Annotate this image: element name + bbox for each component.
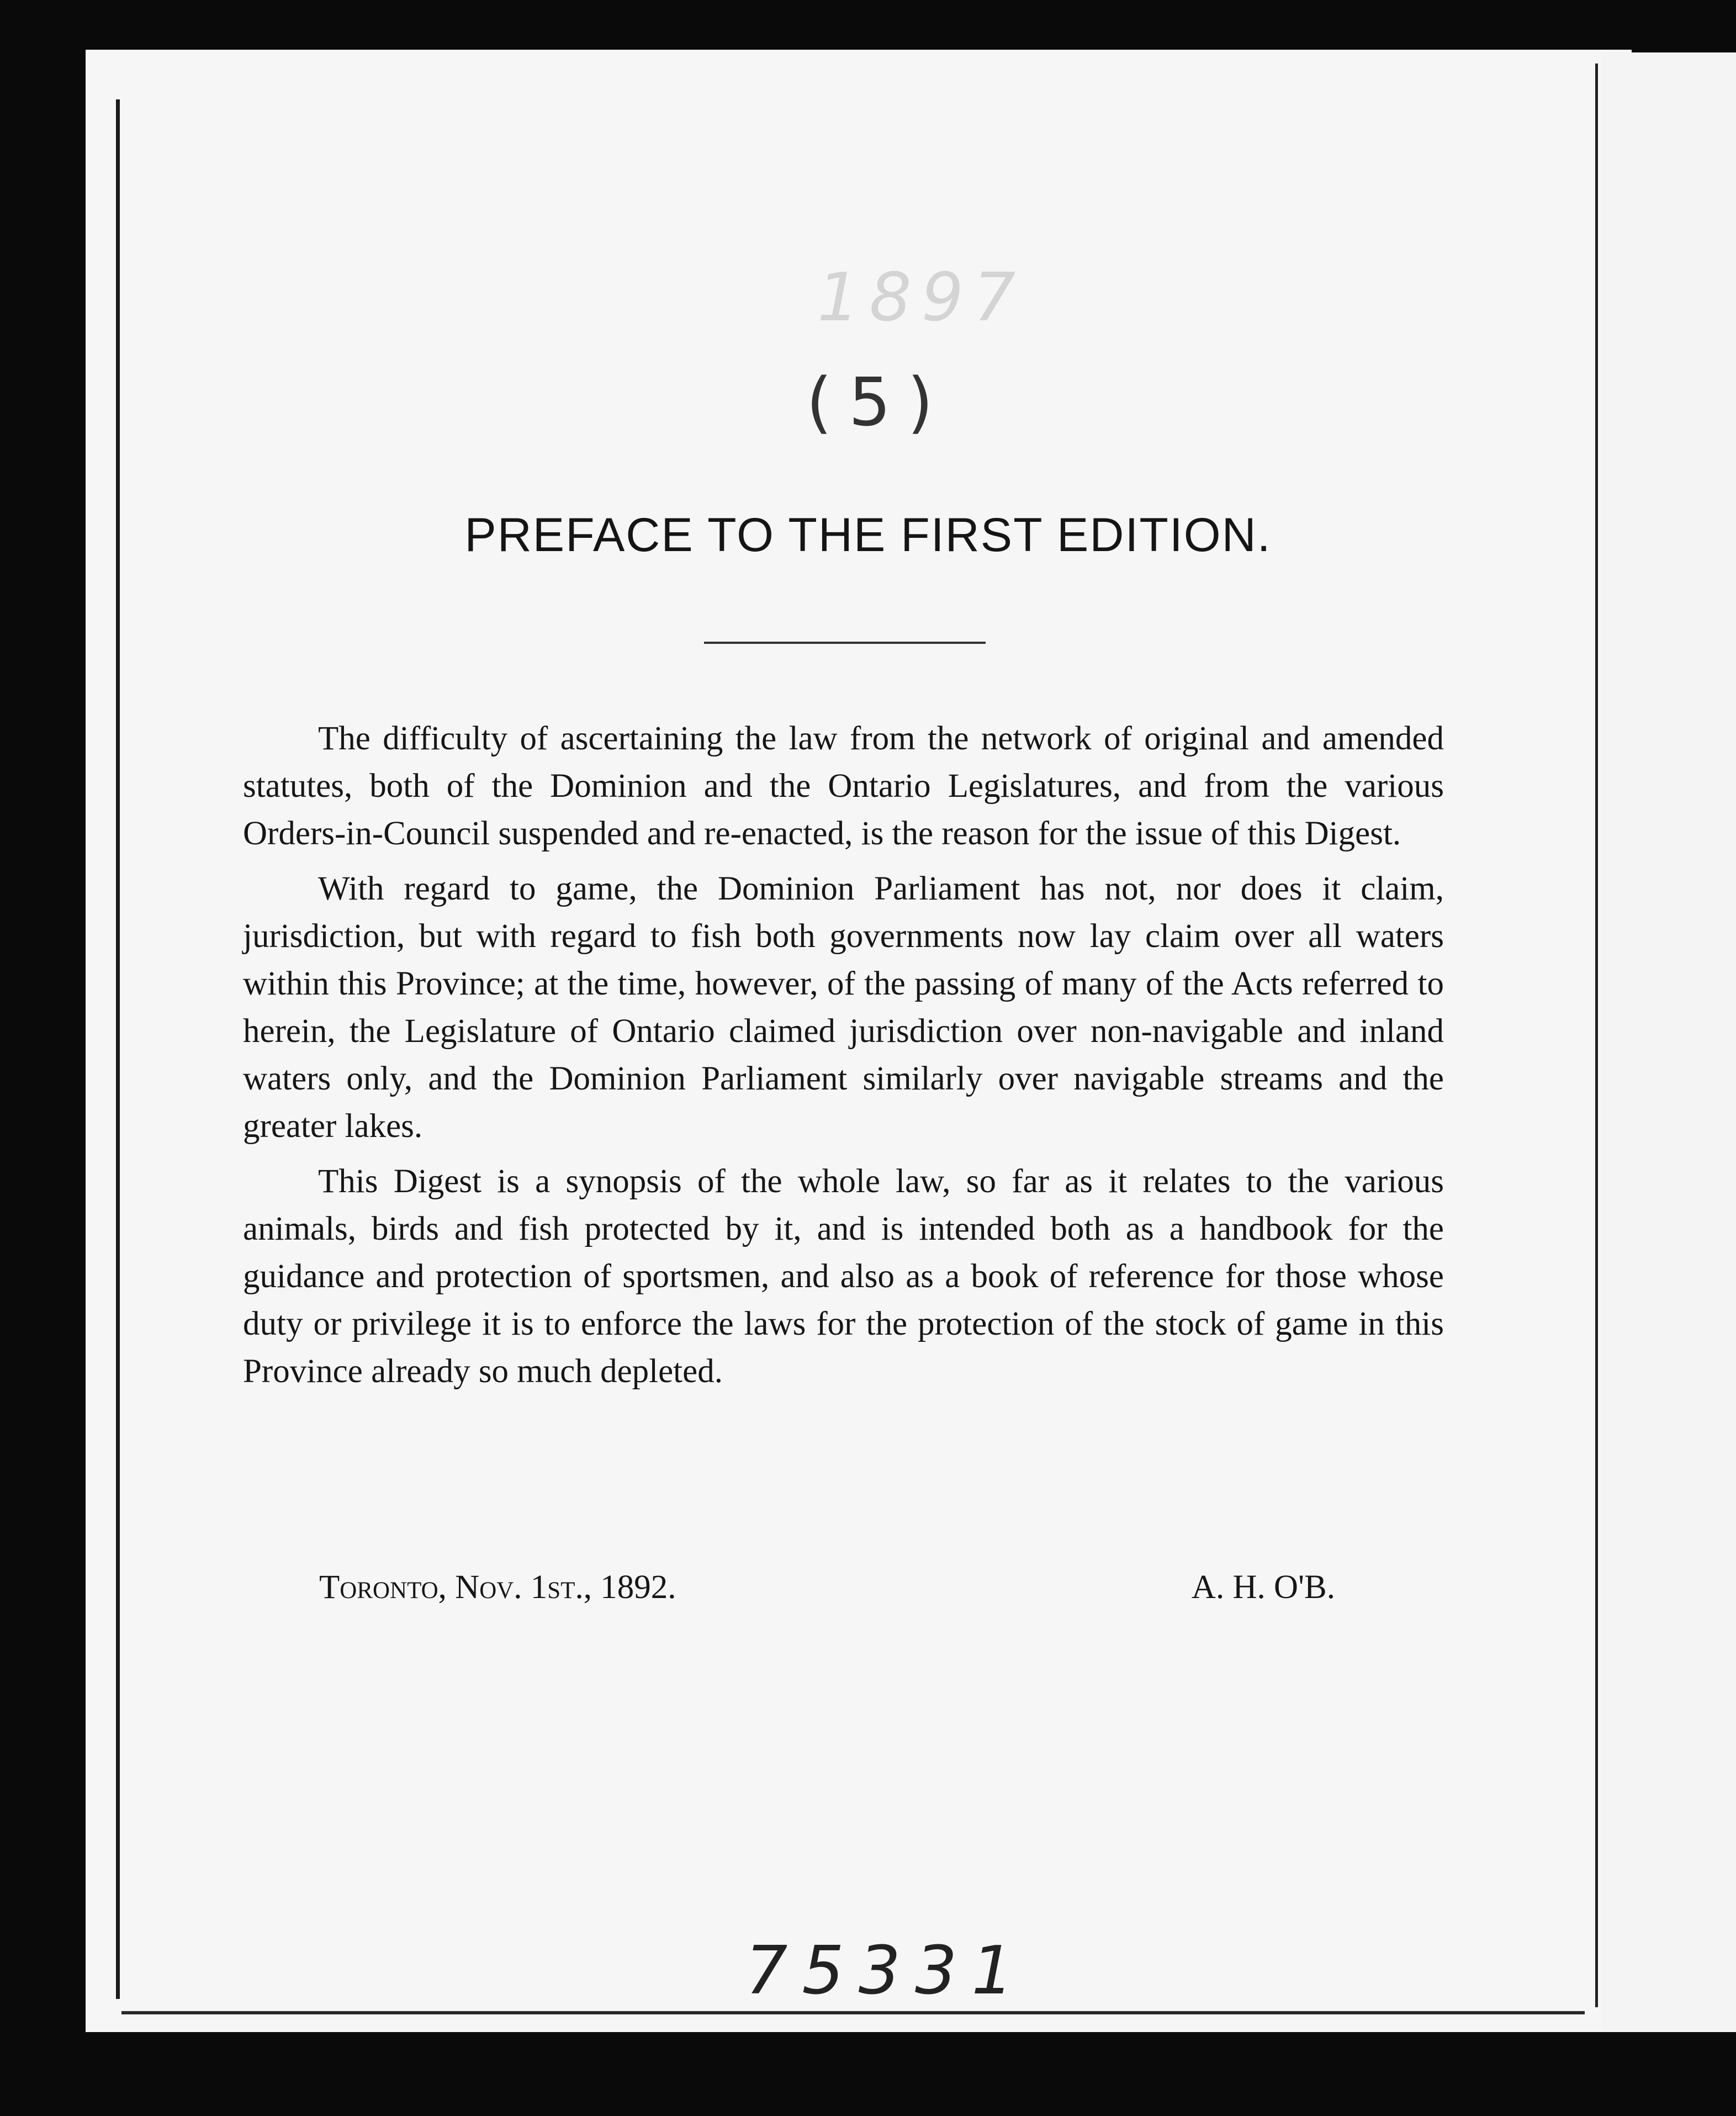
accession-number: 75331 [745,1933,1028,2009]
paragraph-3: This Digest is a synopsis of the whole law, so far as it relates to the various animals, birds and fish protected by it, and is intended both as a handbook for the guidance and protection of sportsmen, and also as a book of reference for those whose duty or privilege it is to enforce the laws for the protection of the stock of game in this Province already so much depleted. [243,1163,1444,1390]
adjacent-page-edge [1601,52,1736,2032]
bottom-margin-rule [121,2011,1585,2014]
page-number-mark: (5) [806,364,950,441]
pencil-year-mark: 1897 [817,260,1026,336]
place-date: Toronto, Nov. 1st., 1892. [319,1569,676,1606]
author-initials: A. H. O'B. [1191,1569,1335,1606]
preface-body [243,715,1444,1403]
page-fold-line [1595,64,1598,2007]
page-title: PREFACE TO THE FIRST EDITION. [464,509,1272,562]
left-margin-rule [116,99,120,1999]
paragraph-1: The difficulty of ascertaining the law from the network of original and amended statutes, both of the Dominion and the Ontario Legislatures, and from the various Orders-in-Council suspended and re-enacted, is the reason for the issue of this Digest. [243,720,1444,852]
paragraph-2: With regard to game, the Dominion Parliament has not, nor does it claim, jurisdiction, but with regard to fish both governments now lay claim over all waters within this Province; at the time, however, of the passing of many of the Acts referred to herein, the Legislature of Ontario claimed jurisdiction over non-navigable and inland waters only, and the Dominion Parliament similarly over navigable streams and the greater lakes. [243,870,1444,1145]
title-divider [704,642,986,644]
signature-line [319,1568,1335,1607]
